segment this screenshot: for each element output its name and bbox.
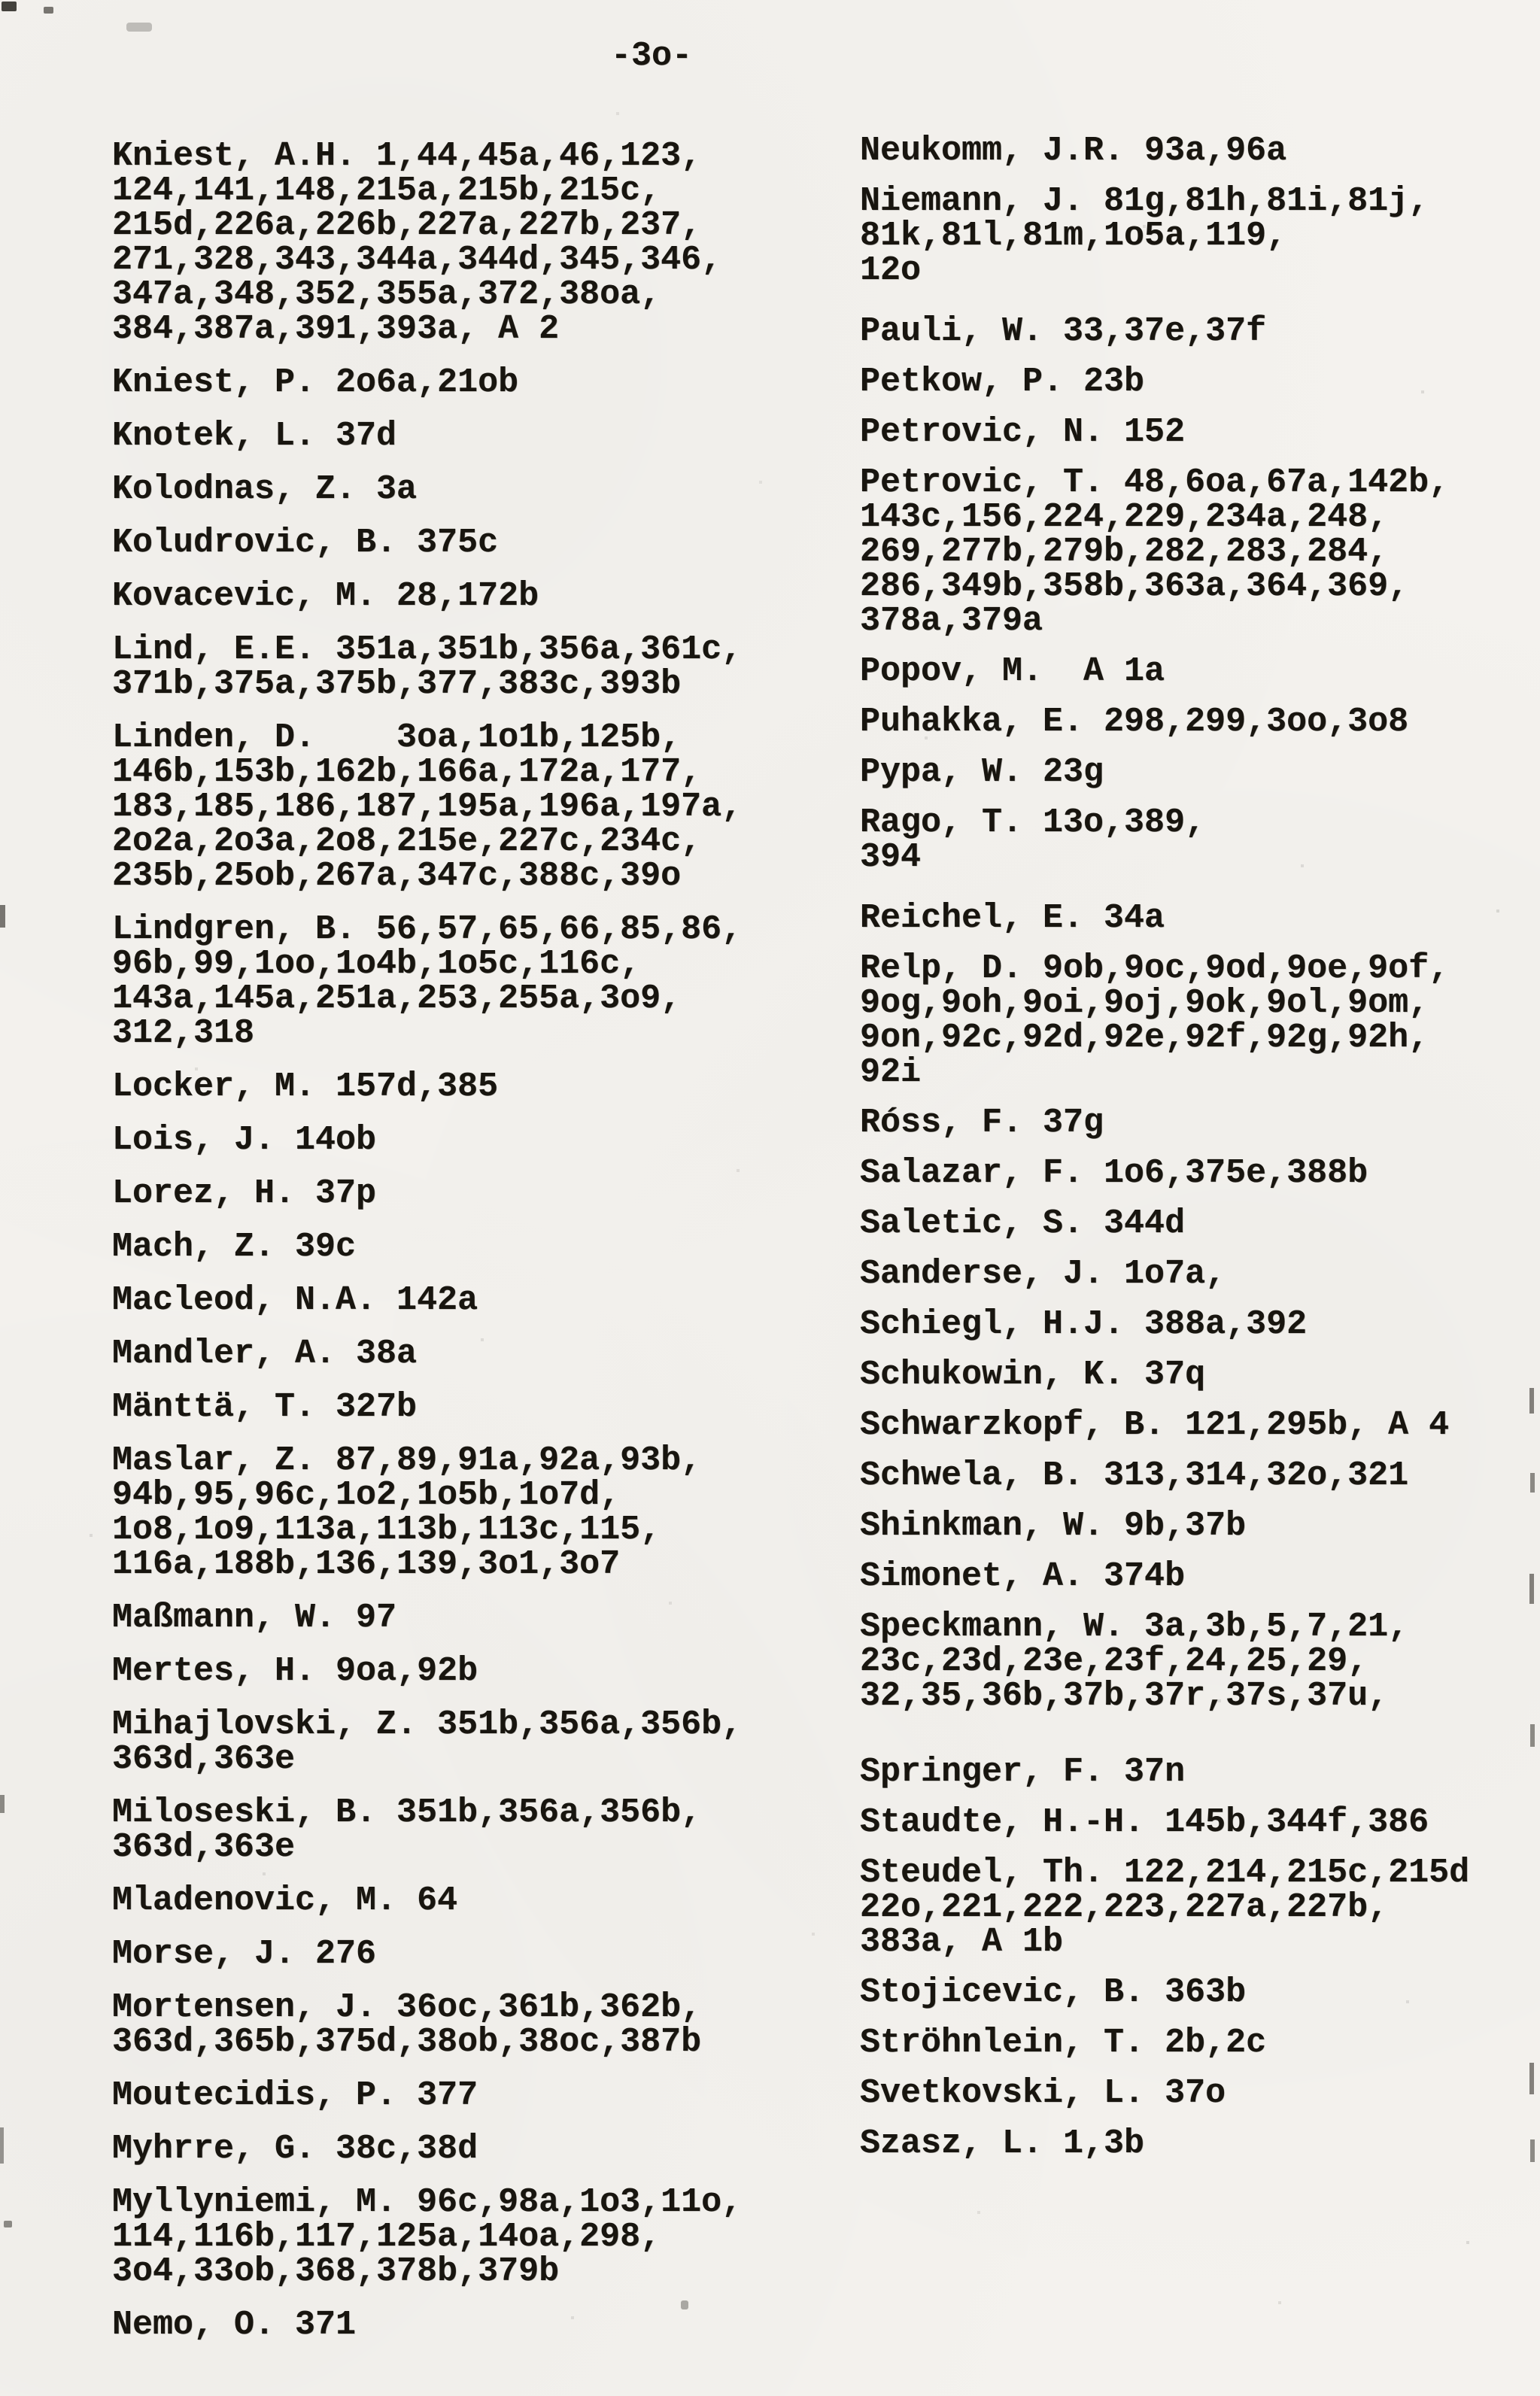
entry-name-line: Moutecidis, P. 377 bbox=[112, 2076, 478, 2115]
scan-artifact bbox=[2, 2, 17, 11]
index-entry bbox=[71, 1283, 794, 1318]
entry-continuation-line: 215d,226a,226b,227a,227b,237, bbox=[112, 206, 702, 244]
index-entry bbox=[71, 1988, 794, 2061]
entry-continuation-line: 384,387a,391,393a, A 2 bbox=[112, 310, 560, 348]
entry-continuation-line: 116a,188b,136,139,3o1,3o7 bbox=[112, 1545, 621, 1584]
index-entry bbox=[71, 1654, 794, 1689]
entry-name-line: Nemo, O. 371 bbox=[112, 2306, 357, 2344]
index-entry bbox=[819, 1156, 1540, 1191]
entry-continuation-line: 1o8,1o9,113a,113b,113c,115, bbox=[112, 1511, 661, 1549]
index-entry bbox=[819, 1805, 1540, 1840]
index-column-right bbox=[819, 134, 1540, 2177]
index-entry bbox=[819, 1975, 1540, 2010]
entry-continuation-line: 2o2a,2o3a,2o8,215e,227c,234c, bbox=[112, 822, 702, 861]
entry-name-line: Neukomm, J.R. 93a,96a bbox=[860, 132, 1287, 170]
index-entry bbox=[819, 463, 1540, 640]
entry-continuation-line: 3o4,33ob,368,378b,379b bbox=[112, 2252, 560, 2291]
scan-artifact bbox=[1529, 1574, 1534, 1604]
entry-name-line: Lind, E.E. 351a,351b,356a,361c, bbox=[112, 630, 743, 669]
entry-continuation-line: 183,185,186,187,195a,196a,197a, bbox=[112, 788, 743, 826]
entry-name-line: Petrovic, N. 152 bbox=[860, 413, 1186, 451]
index-entry bbox=[819, 1358, 1540, 1392]
index-entry bbox=[71, 1337, 794, 1371]
index-entry bbox=[819, 365, 1540, 399]
index-entry bbox=[819, 1755, 1540, 1790]
entry-name-line: Locker, M. 157d,385 bbox=[112, 1067, 499, 1106]
entry-continuation-line: 347a,348,352,355a,372,38oa, bbox=[112, 275, 661, 314]
entry-name-line: Niemann, J. 81g,81h,81i,81j, bbox=[860, 182, 1429, 220]
index-entry bbox=[71, 139, 794, 347]
index-entry bbox=[819, 1106, 1540, 1140]
entry-name-line: Petkow, P. 23b bbox=[860, 363, 1145, 401]
index-entry bbox=[71, 1230, 794, 1265]
index-entry bbox=[71, 1390, 794, 1425]
index-entry bbox=[819, 1307, 1540, 1342]
index-entry bbox=[819, 803, 1540, 876]
entry-continuation-line: 271,328,343,344a,344d,345,346, bbox=[112, 241, 722, 279]
entry-continuation-line: 32,35,36b,37b,37r,37s,37u, bbox=[860, 1677, 1389, 1715]
page-number: -3o- bbox=[611, 37, 693, 75]
index-entry bbox=[819, 2124, 1540, 2163]
entry-name-line: Kolodnas, Z. 3a bbox=[112, 470, 418, 509]
index-entry bbox=[71, 1123, 794, 1158]
scan-artifact bbox=[44, 7, 53, 14]
entry-continuation-line: 363d,363e bbox=[112, 1828, 296, 1866]
entry-name-line: Kovacevic, M. 28,172b bbox=[112, 577, 539, 615]
entry-name-line: Lindgren, B. 56,57,65,66,85,86, bbox=[112, 910, 743, 949]
index-entry bbox=[819, 1204, 1540, 1243]
entry-name-line: Lois, J. 14ob bbox=[112, 1121, 377, 1159]
index-entry bbox=[71, 1793, 794, 1866]
entry-name-line: Reichel, E. 34a bbox=[860, 899, 1165, 937]
index-entry bbox=[819, 314, 1540, 349]
entry-name-line: Morse, J. 276 bbox=[112, 1935, 377, 1973]
entry-name-line: Stojicevic, B. 363b bbox=[860, 1973, 1247, 2012]
entry-name-line: Pypa, W. 23g bbox=[860, 753, 1104, 791]
index-entry bbox=[71, 1937, 794, 1972]
index-entry bbox=[819, 184, 1540, 288]
entry-name-line: Puhakka, E. 298,299,3oo,3o8 bbox=[860, 703, 1409, 741]
index-entry bbox=[819, 1456, 1540, 1495]
scan-artifact bbox=[1530, 2139, 1535, 2162]
entry-name-line: Salazar, F. 1o6,375e,388b bbox=[860, 1154, 1368, 1192]
entry-name-line: Sanderse, J. 1o7a, bbox=[860, 1255, 1226, 1293]
entry-continuation-line: 363d,365b,375d,38ob,38oc,387b bbox=[112, 2023, 702, 2061]
index-entry bbox=[819, 2076, 1540, 2111]
entry-continuation-line: 92i bbox=[860, 1053, 922, 1092]
entry-name-line: Kniest, P. 2o6a,21ob bbox=[112, 363, 519, 402]
entry-continuation-line: 9on,92c,92d,92e,92f,92g,92h, bbox=[860, 1019, 1429, 1057]
scan-artifact bbox=[1530, 1724, 1535, 1747]
index-entry bbox=[71, 526, 794, 560]
entry-continuation-line: 312,318 bbox=[112, 1014, 255, 1052]
entry-name-line: Mladenovic, M. 64 bbox=[112, 1881, 458, 1920]
entry-name-line: Schukowin, K. 37q bbox=[860, 1356, 1206, 1394]
entry-name-line: Staudte, H.-H. 145b,344f,386 bbox=[860, 1803, 1429, 1842]
entry-name-line: Relp, D. 9ob,9oc,9od,9oe,9of, bbox=[860, 949, 1450, 988]
index-entry bbox=[819, 1509, 1540, 1544]
index-entry bbox=[819, 1257, 1540, 1292]
entry-name-line: Kniest, A.H. 1,44,45a,46,123, bbox=[112, 137, 702, 175]
entry-name-line: Koludrovic, B. 375c bbox=[112, 524, 499, 562]
scan-artifact bbox=[126, 23, 152, 32]
entry-continuation-line: 371b,375a,375b,377,383c,393b bbox=[112, 665, 682, 703]
entry-name-line: Mach, Z. 39c bbox=[112, 1228, 357, 1266]
entry-name-line: Popov, M. A 1a bbox=[860, 652, 1165, 691]
entry-name-line: Ströhnlein, T. 2b,2c bbox=[860, 2024, 1267, 2062]
entry-name-line: Speckmann, W. 3a,3b,5,7,21, bbox=[860, 1608, 1409, 1646]
entry-name-line: Mandler, A. 38a bbox=[112, 1335, 418, 1373]
index-entry bbox=[71, 472, 794, 507]
scan-artifact bbox=[681, 2300, 688, 2309]
entry-name-line: Schwarzkopf, B. 121,295b, A 4 bbox=[860, 1406, 1450, 1444]
entry-name-line: Linden, D. 3oa,1o1b,125b, bbox=[112, 718, 682, 757]
index-entry bbox=[71, 579, 794, 614]
index-entry bbox=[819, 134, 1540, 169]
index-entry bbox=[71, 2076, 794, 2115]
entry-name-line: Petrovic, T. 48,6oa,67a,142b, bbox=[860, 463, 1450, 502]
index-entry bbox=[819, 1856, 1540, 1960]
index-entry bbox=[71, 363, 794, 402]
entry-name-line: Mänttä, T. 327b bbox=[112, 1388, 418, 1426]
index-entry bbox=[819, 654, 1540, 689]
entry-continuation-line: 378a,379a bbox=[860, 602, 1043, 640]
index-entry bbox=[71, 910, 794, 1052]
entry-name-line: Saletic, S. 344d bbox=[860, 1204, 1186, 1243]
index-entry bbox=[819, 415, 1540, 450]
entry-name-line: Mortensen, J. 36oc,361b,362b, bbox=[112, 1988, 702, 2027]
entry-continuation-line: 143c,156,224,229,234a,248, bbox=[860, 498, 1389, 536]
entry-name-line: Szasz, L. 1,3b bbox=[860, 2124, 1145, 2163]
index-entry bbox=[71, 1601, 794, 1635]
index-column-left bbox=[71, 139, 794, 2361]
index-entry bbox=[819, 755, 1540, 790]
entry-name-line: Myhrre, G. 38c,38d bbox=[112, 2130, 478, 2168]
index-entry bbox=[71, 2185, 794, 2289]
index-entry bbox=[819, 1559, 1540, 1594]
entry-name-line: Lorez, H. 37p bbox=[112, 1174, 377, 1213]
entry-name-line: Schwela, B. 313,314,32o,321 bbox=[860, 1456, 1409, 1495]
index-entry bbox=[71, 2308, 794, 2343]
index-entry bbox=[71, 419, 794, 454]
index-entry bbox=[819, 949, 1540, 1092]
entry-continuation-line: 23c,23d,23e,23f,24,25,29, bbox=[860, 1642, 1368, 1681]
entry-name-line: Steudel, Th. 122,214,215c,215d bbox=[860, 1854, 1470, 1892]
scan-artifact bbox=[0, 2127, 4, 2164]
entry-name-line: Maslar, Z. 87,89,91a,92a,93b, bbox=[112, 1441, 702, 1480]
index-entry bbox=[71, 1441, 794, 1584]
entry-continuation-line: 143a,145a,251a,253,255a,3o9, bbox=[112, 979, 682, 1018]
scan-artifact bbox=[0, 1795, 5, 1813]
index-entry bbox=[819, 2026, 1540, 2060]
entry-continuation-line: 383a, A 1b bbox=[860, 1923, 1064, 1961]
index-entry bbox=[819, 1610, 1540, 1714]
index-entry bbox=[819, 901, 1540, 936]
scan-artifact bbox=[1529, 2063, 1534, 2094]
scan-artifact bbox=[1529, 1388, 1534, 1414]
entry-name-line: Shinkman, W. 9b,37b bbox=[860, 1507, 1247, 1545]
entry-name-line: Rago, T. 13o,389, bbox=[860, 803, 1206, 842]
entry-continuation-line: 94b,95,96c,1o2,1o5b,1o7d, bbox=[112, 1476, 621, 1514]
entry-continuation-line: 114,116b,117,125a,14oa,298, bbox=[112, 2218, 661, 2256]
entry-name-line: Macleod, N.A. 142a bbox=[112, 1281, 478, 1319]
entry-name-line: Myllyniemi, M. 96c,98a,1o3,11o, bbox=[112, 2183, 743, 2221]
entry-continuation-line: 286,349b,358b,363a,364,369, bbox=[860, 567, 1409, 606]
entry-name-line: Mertes, H. 9oa,92b bbox=[112, 1652, 478, 1690]
entry-continuation-line: 9og,9oh,9oi,9oj,9ok,9ol,9om, bbox=[860, 984, 1429, 1022]
index-entry bbox=[71, 1881, 794, 1920]
index-entry bbox=[71, 630, 794, 703]
entry-continuation-line: 12o bbox=[860, 251, 922, 290]
entry-continuation-line: 269,277b,279b,282,283,284, bbox=[860, 533, 1389, 571]
entry-name-line: Springer, F. 37n bbox=[860, 1753, 1186, 1791]
entry-name-line: Miloseski, B. 351b,356a,356b, bbox=[112, 1793, 702, 1832]
scan-artifact bbox=[4, 2221, 12, 2227]
entry-name-line: Schiegl, H.J. 388a,392 bbox=[860, 1305, 1308, 1344]
entry-continuation-line: 235b,25ob,267a,347c,388c,39o bbox=[112, 857, 682, 895]
index-entry bbox=[71, 1705, 794, 1778]
index-entry bbox=[71, 2132, 794, 2167]
entry-name-line: Pauli, W. 33,37e,37f bbox=[860, 312, 1267, 351]
index-entry bbox=[71, 1067, 794, 1106]
index-entry bbox=[819, 1408, 1540, 1443]
entry-continuation-line: 146b,153b,162b,166a,172a,177, bbox=[112, 753, 702, 791]
entry-name-line: Knotek, L. 37d bbox=[112, 417, 397, 455]
entry-continuation-line: 81k,81l,81m,1o5a,119, bbox=[860, 217, 1287, 255]
index-entry bbox=[71, 1174, 794, 1213]
entry-name-line: Róss, F. 37g bbox=[860, 1104, 1104, 1142]
entry-name-line: Maßmann, W. 97 bbox=[112, 1599, 397, 1637]
entry-continuation-line: 124,141,148,215a,215b,215c, bbox=[112, 172, 661, 210]
scan-artifact bbox=[0, 905, 5, 928]
entry-continuation-line: 22o,221,222,223,227a,227b, bbox=[860, 1888, 1389, 1927]
scan-artifact bbox=[1530, 1473, 1535, 1493]
index-entry bbox=[71, 718, 794, 895]
entry-name-line: Svetkovski, L. 37o bbox=[860, 2074, 1226, 2112]
entry-continuation-line: 96b,99,1oo,1o4b,1o5c,116c, bbox=[112, 945, 641, 983]
entry-name-line: Simonet, A. 374b bbox=[860, 1557, 1186, 1596]
entry-continuation-line: 363d,363e bbox=[112, 1740, 296, 1778]
entry-name-line: Mihajlovski, Z. 351b,356a,356b, bbox=[112, 1705, 743, 1744]
entry-continuation-line: 394 bbox=[860, 838, 922, 876]
index-entry bbox=[819, 705, 1540, 739]
